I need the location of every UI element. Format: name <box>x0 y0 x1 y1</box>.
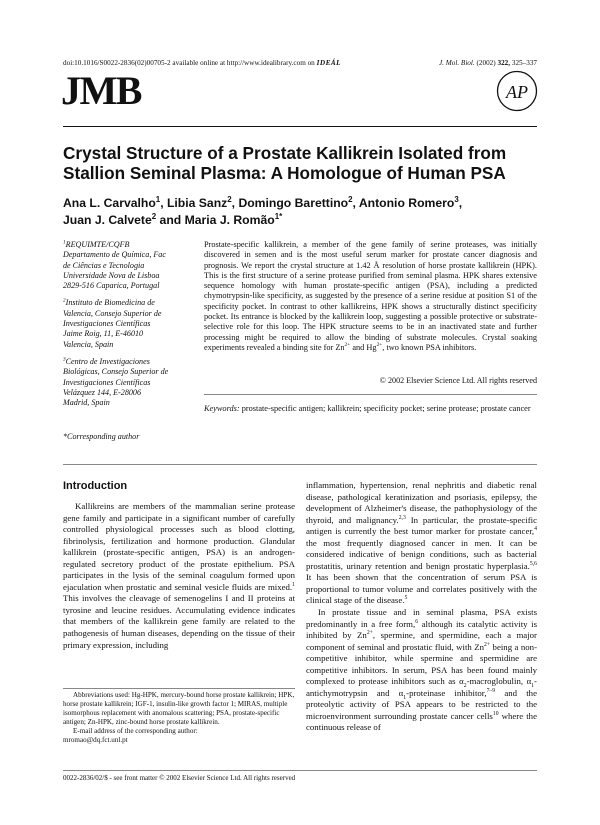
body-paragraph <box>63 501 295 651</box>
affiliation-line: de Ciências e Tecnologia <box>63 260 145 270</box>
journal-volume: 322, <box>497 59 511 67</box>
body-text: This involves the cleavage of semenogelins I and II proteins at tyrosine and leucine residues. Accumulating evidence indicates that members of the kallikrein gene family are related to the pathogenesis of human diseases, depending on the tissue of their primary expression, including <box>63 593 295 650</box>
reference-superscript: 5 <box>404 595 408 602</box>
affiliation-number: 3 <box>63 356 66 363</box>
body-text: -proteinase inhibitor, <box>406 687 487 698</box>
author-name: Antonio Romero <box>358 196 455 210</box>
academic-press-logo <box>496 70 538 112</box>
abstract-rule <box>204 394 537 395</box>
charge-superscript: 2+ <box>344 342 351 349</box>
affiliation-line: Universidade Nova de Lisboa <box>63 270 160 280</box>
jmb-logo: JMB <box>61 68 141 113</box>
author-separator: , <box>231 196 239 210</box>
reference-superscript: 2,3 <box>398 514 406 521</box>
affiliation-line: Investigaciones Científicas <box>63 377 151 387</box>
body-text: In prostate tissue and in seminal plasma, PSA exists predominantly in a free form, <box>306 607 537 629</box>
body-text: Kallikreins are members of the mammalian serine protease gene family and participate in a significant number of carefully controlled physiological processes such as blood clotting, fibrinolysis, fertilization and hormone production. Glandular kallikrein (prostate-specific antigen, PSA) is an androgen-regulated secretory product of the prostate epithelium. PSA participates in the lysis of the seminal coagulum formed upon ejaculation when prostatic and seminal vesicle fluids are mixed. <box>63 501 295 592</box>
keywords-text: prostate-specific antigen; kallikrein; specificity pocket; serine protease; prostate cancer <box>239 404 531 413</box>
header-rule <box>63 126 537 127</box>
body-text: the most frequently diagnosed cancer in men. It can be considered indicative of benign conditions, such as bacterial prostatitis, urinary retention and benign prostatic hyperplasia. <box>306 537 537 571</box>
reference-superscript: 4 <box>534 526 537 533</box>
affiliation-line: Valencia, Spain <box>63 339 114 349</box>
reference-superscript: 1 <box>292 581 295 588</box>
keywords-label: Keywords: <box>204 404 240 413</box>
journal-pages: 325–337 <box>511 59 537 67</box>
author-separator: and <box>156 212 185 227</box>
introduction-heading: Introduction <box>63 480 128 492</box>
body-text: although its catalytic activity is inhibited by Zn <box>306 618 537 641</box>
author-affiliation-number: 3 <box>454 194 459 204</box>
body-text: , spermine, and spermidine, each a major component of seminal and prostatic fluid, with Zn <box>306 630 537 652</box>
section-rule <box>63 464 537 465</box>
ideal-library-mark: IDEÁL <box>316 59 342 67</box>
footnote-rule <box>63 688 295 689</box>
reference-superscript: 10 <box>492 711 499 718</box>
subscript: 2 <box>463 683 467 690</box>
reference-superscript: 7–9 <box>486 687 496 694</box>
corresponding-author-note: *Corresponding author <box>63 432 140 441</box>
keywords <box>204 404 537 414</box>
body-text: and the proteolytic activity of PSA appears to be restricted to the microenvironment surrounding prostate cancer cells <box>306 687 537 721</box>
body-text: In particular, the prostate-specific antigen is currently the best tumor marker for prostate cancer, <box>306 514 537 537</box>
journal-name: J. Mol. Biol. <box>438 59 475 67</box>
abstract-text: , two known PSA inhibitors. <box>382 342 477 352</box>
body-text: -antichymotrypsin and α <box>306 676 537 698</box>
body-text: being a non-competitive inhibitor, while spermine and spermidine are competitive inhibitors. In serum, PSA has been found mainly complexed to protease inhibitors such as α <box>306 641 537 687</box>
charge-superscript: 2+ <box>484 641 491 648</box>
affiliation-line: Velázquez 144, E-28006 <box>63 387 142 397</box>
author-separator: , <box>458 196 463 210</box>
affiliation-line: Biológicas, Consejo Superior de <box>63 367 169 377</box>
abbreviations-note: Abbreviations used: Hg-HPK, mercury-bound horse prostate kallikrein; HPK, horse prostate kallikrein; IGF-1, insulin-like growth factor 1; MIRAS, multiple isomorphous replacement with anomalous scattering; PSA, prostate-specific antigen; Zn-HPK, zinc-bound horse prostate kallikrein. <box>63 691 295 726</box>
affiliation-line: REQUIMTE/CQFB <box>65 240 130 249</box>
charge-superscript: 2+ <box>376 342 383 349</box>
affiliation-line: Valencia, Consejo Superior de <box>63 308 162 318</box>
footer-rule <box>63 770 537 771</box>
body-text: inflammation, hypertension, renal nephritis and diabetic renal disease, pathological keratinization and psoriasis, epilepsy, the development of Alzheimer's disease, the pathophysiology of the thyroid, and malignancy. <box>306 480 537 525</box>
author-name: Libia Sanz <box>166 196 228 210</box>
author-name: Domingo Barettino <box>238 196 349 210</box>
reference-superscript: 5,6 <box>529 560 537 567</box>
copyright-notice: © 2002 Elsevier Science Ltd. All rights reserved <box>379 376 537 385</box>
body-paragraph <box>306 607 537 734</box>
author-list <box>63 195 543 228</box>
email-label: E-mail address of the corresponding author: <box>73 726 198 735</box>
abstract <box>204 240 537 353</box>
affiliation-number: 2 <box>63 297 66 304</box>
author-affiliation-number: 1 <box>155 194 161 204</box>
affiliation-line: Investigaciones Científicas <box>63 319 151 329</box>
body-text: It has been shown that the concentration of serum PSA is proportional to tumor volume and correlates positively with the clinical stage of the disease. <box>306 572 537 606</box>
article-title: Crystal Structure of a Prostate Kallikrein Isolated from Stallion Seminal Plasma: A Homologue of Human PSA <box>63 143 507 183</box>
affiliation-line: 2829-516 Caparica, Portugal <box>63 281 160 291</box>
body-text: where the continuous release of <box>306 710 537 733</box>
author-name: Maria J. Romão <box>184 212 275 227</box>
subscript: 1 <box>531 683 535 690</box>
abstract-text: and Hg <box>350 342 377 352</box>
author-separator: , <box>160 196 167 210</box>
affiliation-3 <box>63 357 201 408</box>
affiliation-number: 1 <box>63 239 66 246</box>
subscript: 1 <box>403 694 407 701</box>
author-affiliation-number: 1* <box>274 211 283 221</box>
author-affiliation-number: 2 <box>227 194 232 204</box>
affiliation-line: Instituto de Biomedicina de <box>65 298 155 308</box>
affiliation-1 <box>63 240 201 291</box>
author-name: Ana L. Carvalho <box>63 196 156 210</box>
affiliation-line: Jaime Roig, 11, E-46010 <box>63 329 144 339</box>
author-separator: , <box>352 196 359 210</box>
doi-line <box>63 59 341 67</box>
footnote <box>63 691 295 744</box>
right-column <box>306 480 537 734</box>
footer-text: 0022-2836/02/$ - see front matter © 2002 Elsevier Science Ltd. All rights reserved <box>63 774 296 782</box>
journal-reference <box>439 59 537 67</box>
doi-text: doi:10.1016/S0022-2836(02)00705-2 available online at http://www.idealibrary.com on <box>63 59 315 67</box>
reference-superscript: 6 <box>415 618 419 625</box>
affiliation-line: Centro de Investigaciones <box>65 356 150 366</box>
publisher-mark-text: AP <box>506 82 528 102</box>
affiliation-line: Departamento de Química, Fac <box>63 250 166 260</box>
affiliation-2 <box>63 298 201 349</box>
affiliation-line: Madrid, Spain <box>63 398 110 408</box>
author-affiliation-number: 2 <box>348 194 353 204</box>
affiliations <box>63 240 201 408</box>
journal-year: (2002) <box>476 59 496 67</box>
charge-superscript: 2+ <box>366 630 373 637</box>
body-text: -macroglobulin, α <box>466 676 532 687</box>
left-column <box>63 480 295 651</box>
abstract-text: Prostate-specific kallikrein, a member of the gene family of serine proteases, was initially discovered in semen and is the most useful serum marker for prostate cancer diagnosis and prognosis. We report the crystal structure at 1.42 Å resolution of horse prostate kallikrein (HPK). This is the first structure of a serine protease purified from seminal plasma. HPK shares extensive sequence homology with human prostate-specific antigen (PSA), including a predicted chymotrypsin-like specificity, as suggested by the presence of a serine residue at position S1 of the specificity pocket. In contrast to other kallikreins, HPK shows a structurally distinct specificity pocket. Its entrance is blocked by the kallikrein loop, suggesting a possible protective or substrate-selective role for this loop. The HPK structure seems to be in an inactivated state and further processing might be required to allow the binding of substrate molecules. Crystal soaking experiments revealed a binding site for Zn <box>204 240 537 352</box>
body-paragraph <box>306 480 537 607</box>
email-link[interactable]: mromao@dq.fct.unl.pt <box>63 735 128 744</box>
author-name: Juan J. Calvete <box>63 212 152 227</box>
author-affiliation-number: 2 <box>151 211 157 221</box>
